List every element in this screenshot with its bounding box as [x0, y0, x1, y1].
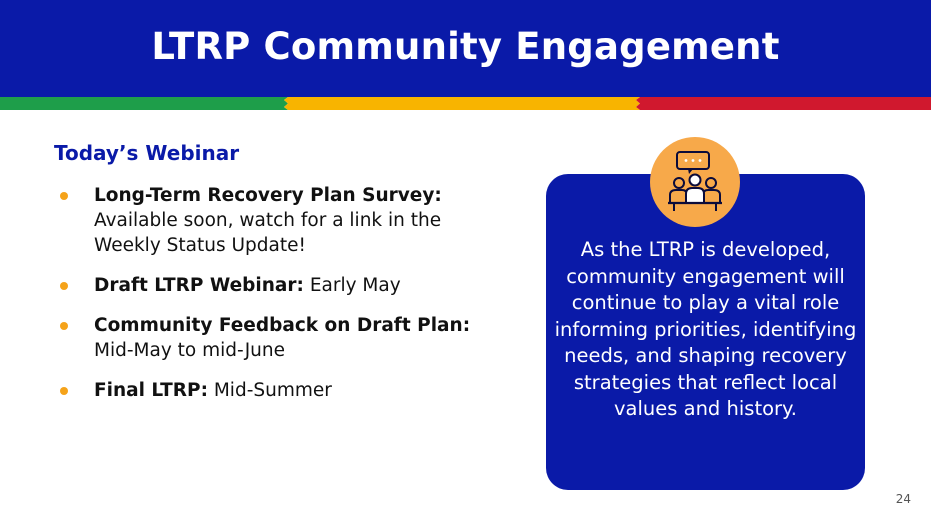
- list-item: [60, 378, 500, 403]
- list-item: [60, 273, 500, 298]
- stripe-yellow: [284, 97, 640, 110]
- webinar-heading: Today’s Webinar: [54, 141, 240, 165]
- page-number: 24: [895, 492, 911, 506]
- item-text: Available soon, watch for a link in the Weekly Status Update!: [94, 210, 442, 256]
- webinar-list: [60, 183, 500, 418]
- list-item: [60, 183, 500, 258]
- item-text: Mid-May to mid-June: [94, 340, 285, 361]
- item-text: Early May: [303, 275, 401, 296]
- bullet-icon: [60, 387, 68, 395]
- item-label: Final LTRP:: [94, 380, 208, 401]
- bullet-icon: [60, 192, 68, 200]
- item-text: Mid-Summer: [207, 380, 332, 401]
- community-discussion-icon: [650, 137, 740, 227]
- stripe-red: [636, 97, 931, 110]
- item-label: Long-Term Recovery Plan Survey:: [94, 185, 442, 206]
- slide-title: LTRP Community Engagement: [151, 25, 780, 68]
- list-item: [60, 313, 500, 363]
- bullet-icon: [60, 282, 68, 290]
- color-stripe: [0, 97, 931, 110]
- item-label: Community Feedback on Draft Plan:: [94, 315, 471, 336]
- slide-header: [0, 0, 931, 97]
- item-label: Draft LTRP Webinar:: [94, 275, 304, 296]
- card-text: As the LTRP is developed, community engagement will continue to play a vital role informing priorities, identifying needs, and shaping recovery strategies that reflect local values and history.: [554, 238, 857, 420]
- stripe-green: [0, 97, 288, 110]
- bullet-icon: [60, 322, 68, 330]
